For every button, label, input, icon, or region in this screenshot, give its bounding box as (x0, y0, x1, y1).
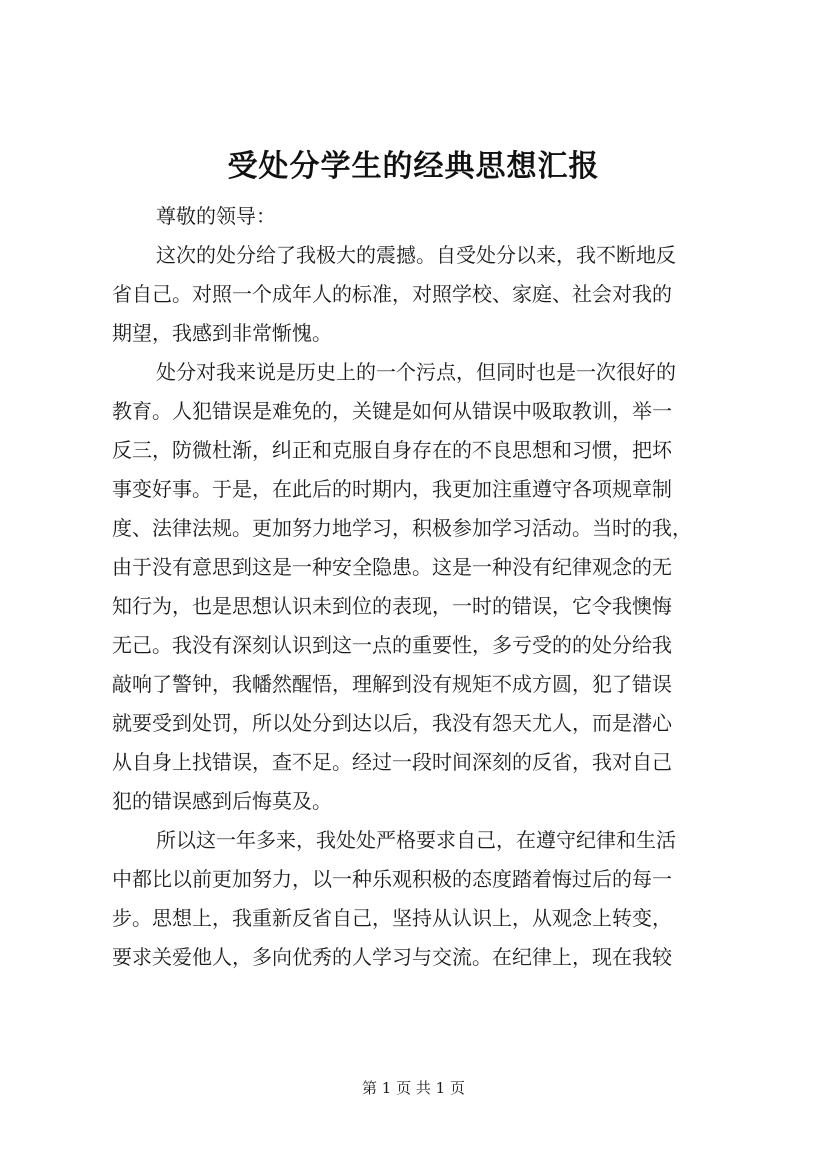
paragraph-line: 教育。人犯错误是难免的，关键是如何从错误中吸取教训，举一 (112, 399, 672, 423)
paragraph-line: 敲响了警钟，我幡然醒悟，理解到没有规矩不成方圆，犯了错误 (112, 672, 672, 696)
paragraph-line: 从自身上找错误，查不足。经过一段时间深刻的反省，我对自己 (112, 750, 672, 774)
document-body (112, 197, 724, 977)
paragraph-line: 由于没有意思到这是一种安全隐患。这是一种没有纪律观念的无 (112, 555, 672, 579)
paragraph-3 (112, 821, 724, 977)
paragraph-1 (112, 236, 724, 353)
document-title: 受处分学生的经典思想汇报 (227, 149, 600, 184)
paragraph-line: 处分对我来说是历史上的一个污点，但同时也是一次很好的 (156, 360, 676, 384)
paragraph-2 (112, 353, 724, 821)
page-footer: 第 1 页 共 1 页 (362, 1079, 465, 1097)
salutation: 尊敬的领导： (156, 204, 276, 228)
paragraph-line: 省自己。对照一个成年人的标准，对照学校、家庭、社会对我的 (112, 282, 672, 306)
paragraph-line: 度、法律法规。更加努力地学习，积极参加学习活动。当时的我， (112, 516, 692, 540)
paragraph-line: 步。思想上，我重新反省自己，坚持从认识上，从观念上转变， (112, 906, 672, 930)
paragraph-line: 中都比以前更加努力，以一种乐观积极的态度踏着悔过后的每一 (112, 867, 672, 891)
paragraph-line: 犯的错误感到后悔莫及。 (112, 789, 332, 813)
paragraph-line: 知行为，也是思想认识未到位的表现，一时的错误，它令我懊悔 (112, 594, 672, 618)
paragraph-line: 要求关爱他人，多向优秀的人学习与交流。在纪律上，现在我较 (112, 945, 672, 969)
paragraph-line: 期望，我感到非常惭愧。 (112, 321, 332, 345)
paragraph-line: 所以这一年多来，我处处严格要求自己，在遵守纪律和生活 (156, 828, 676, 852)
paragraph-line: 反三，防微杜渐，纠正和克服自身存在的不良思想和习惯，把坏 (112, 438, 672, 462)
paragraph-line: 事变好事。于是，在此后的时期内，我更加注重遵守各项规章制 (112, 477, 672, 501)
paragraph-line: 无己。我没有深刻认识到这一点的重要性，多亏受的的处分给我 (112, 633, 672, 657)
paragraph-line: 就要受到处罚，所以处分到达以后，我没有怨天尤人，而是潜心 (112, 711, 672, 735)
paragraph-line: 这次的处分给了我极大的震撼。自受处分以来，我不断地反 (156, 243, 676, 267)
